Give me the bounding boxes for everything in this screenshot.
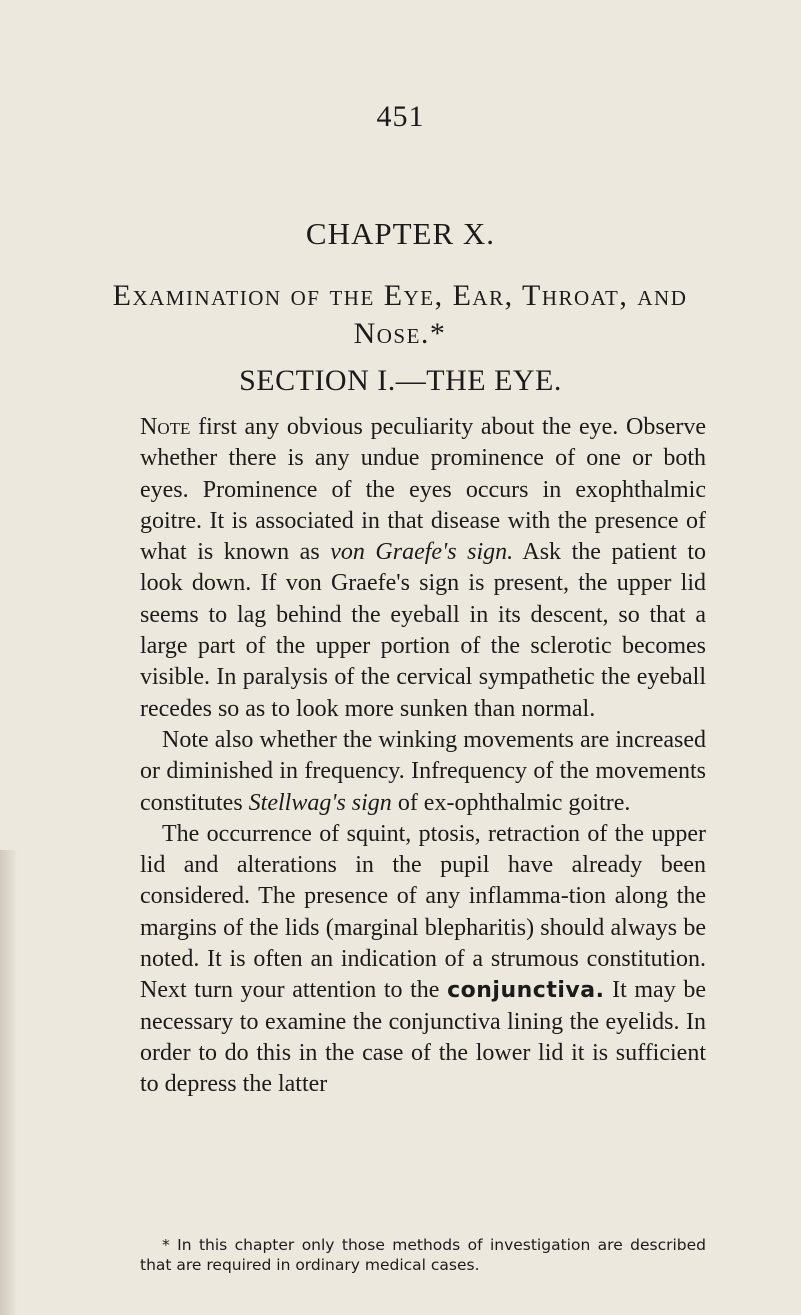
page-edge-shadow: [0, 850, 18, 1315]
chapter-title: CHAPTER X.: [305, 216, 496, 251]
chapter-subtitle-line-2: Nose.*: [353, 317, 447, 350]
paragraph-2: [140, 725, 706, 819]
body-text: [140, 412, 706, 1101]
paragraph-2-text-a: Note also whether the winking movements are increased or diminished in frequency. Infrequency of the movements constitutes: [140, 726, 706, 816]
chapter-subtitle-line-1: Examination of the Eye, Ear, Throat, and: [112, 279, 688, 312]
paragraph-3-text-b: It may be necessary to examine the conjunctiva lining the eyelids. In order to do this in the case of the lower lid it is sufficient to depress the latter: [140, 977, 706, 1098]
section-title: SECTION I.—THE EYE.: [239, 364, 562, 397]
paragraph-1-text-b: Ask the patient to look down. If von Graefe's sign is present, the upper lid seems to lag behind the eyeball in its descent, so that a large part of the upper portion of the sclerotic becomes visible. In paralysis of the cervical sympathetic the eyeball recedes so as to look more sunken than normal.: [140, 539, 707, 722]
paragraph-1: [140, 412, 706, 725]
paragraph-2-text-b: of ex-ophthalmic goitre.: [391, 789, 631, 816]
paragraph-1-text-a: first any obvious peculiarity about the eye. Observe whether there is any undue prominence of one or both eyes. Prominence of the eyes occurs in exophthalmic goitre. It is associated in that disease with the presence of what is known as: [140, 414, 706, 566]
paragraph-1-lead: Note: [140, 414, 191, 440]
paragraph-3-text-a: The occurrence of squint, ptosis, retraction of the upper lid and alterations in the pupil have already been considered. The presence of any inflamma-tion along the margins of the lids (marginal blepharitis) should always be noted. It is often an indication of a strumous constitution. Next turn your attention to the: [140, 820, 706, 1004]
paragraph-3-bold: conjunctiva.: [447, 978, 605, 1004]
chapter-subtitle: [70, 277, 730, 353]
paragraph-2-italic: Stellwag's sign: [248, 789, 392, 816]
paragraph-1-italic: von Graefe's sign.: [330, 539, 514, 566]
paragraph-3: [140, 819, 706, 1101]
footnote: * In this chapter only those methods of investigation are described that are required in ordinary medical cases.: [140, 1236, 706, 1274]
page-number: 451: [376, 100, 425, 133]
